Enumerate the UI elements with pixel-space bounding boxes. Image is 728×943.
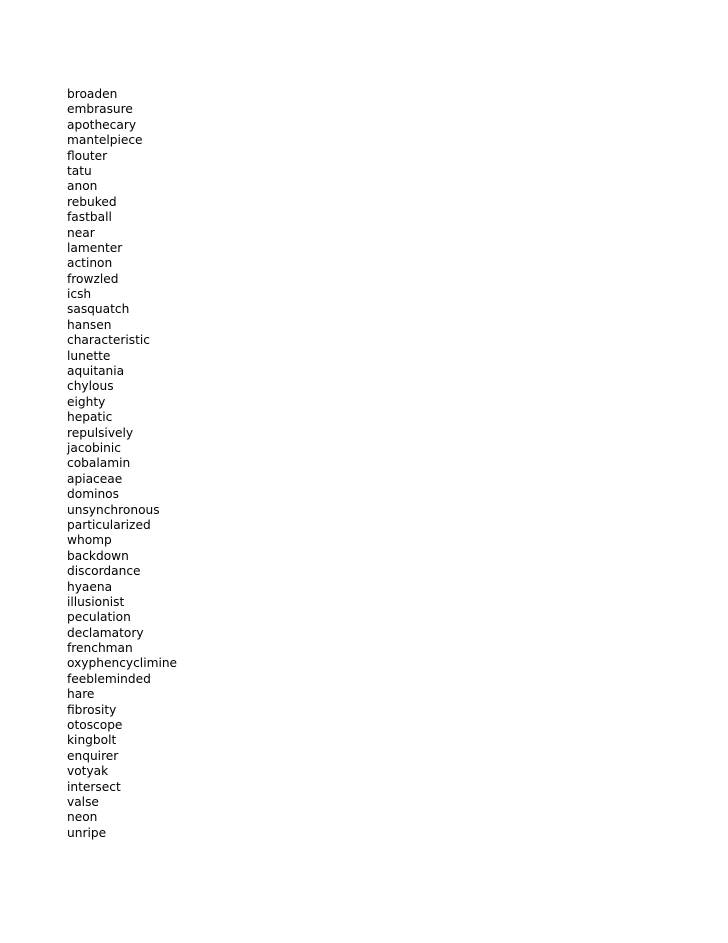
- word-list-item: valse: [67, 794, 99, 809]
- word-list-item: hare: [67, 687, 95, 702]
- word-list: [67, 87, 177, 841]
- word-list-item: tatu: [67, 163, 92, 178]
- word-list-item: frowzled: [67, 271, 119, 286]
- word-list-item: mantelpiece: [67, 133, 143, 148]
- word-list-item: fibrosity: [67, 702, 117, 717]
- word-list-item: embrasure: [67, 102, 133, 117]
- word-list-item: intersect: [67, 779, 121, 794]
- word-list-item: illusionist: [67, 594, 125, 609]
- word-list-item: broaden: [67, 87, 118, 101]
- word-list-item: eighty: [67, 394, 106, 409]
- word-list-item: hepatic: [67, 410, 113, 425]
- word-list-item: rebuked: [67, 194, 117, 209]
- word-list-item: whomp: [67, 533, 112, 548]
- word-list-item: peculation: [67, 610, 131, 625]
- word-list-item: fastball: [67, 210, 112, 225]
- word-list-item: repulsively: [67, 425, 134, 440]
- word-list-item: hyaena: [67, 579, 113, 594]
- word-list-item: kingbolt: [67, 733, 117, 748]
- word-list-item: chylous: [67, 379, 114, 394]
- word-list-item: aquitania: [67, 364, 125, 379]
- word-list-item: apiaceae: [67, 471, 123, 486]
- word-list-item: lamenter: [67, 240, 123, 255]
- word-list-item: feebleminded: [67, 671, 151, 686]
- word-list-item: oxyphencyclimine: [67, 656, 178, 671]
- word-list-item: particularized: [67, 517, 151, 532]
- word-list-item: cobalamin: [67, 456, 131, 471]
- word-list-item: enquirer: [67, 748, 119, 763]
- word-list-item: backdown: [67, 548, 129, 563]
- word-list-item: icsh: [67, 287, 92, 302]
- word-list-item: characteristic: [67, 333, 150, 348]
- word-list-item: flouter: [67, 148, 108, 163]
- word-list-item: hansen: [67, 317, 112, 332]
- word-list-item: neon: [67, 810, 98, 825]
- word-list-item: actinon: [67, 256, 113, 271]
- word-list-item: dominos: [67, 487, 119, 502]
- word-list-item: unsynchronous: [67, 502, 160, 517]
- word-list-item: apothecary: [67, 117, 137, 132]
- word-list-item: votyak: [67, 764, 109, 779]
- word-list-item: unripe: [67, 825, 107, 840]
- word-list-item: sasquatch: [67, 302, 130, 317]
- word-list-item: anon: [67, 179, 98, 194]
- word-list-item: near: [67, 225, 95, 240]
- word-list-item: jacobinic: [67, 440, 121, 455]
- word-list-item: lunette: [67, 348, 111, 363]
- word-list-item: discordance: [67, 564, 141, 579]
- word-list-item: frenchman: [67, 641, 133, 656]
- word-list-item: otoscope: [67, 718, 123, 733]
- word-list-item: declamatory: [67, 625, 144, 640]
